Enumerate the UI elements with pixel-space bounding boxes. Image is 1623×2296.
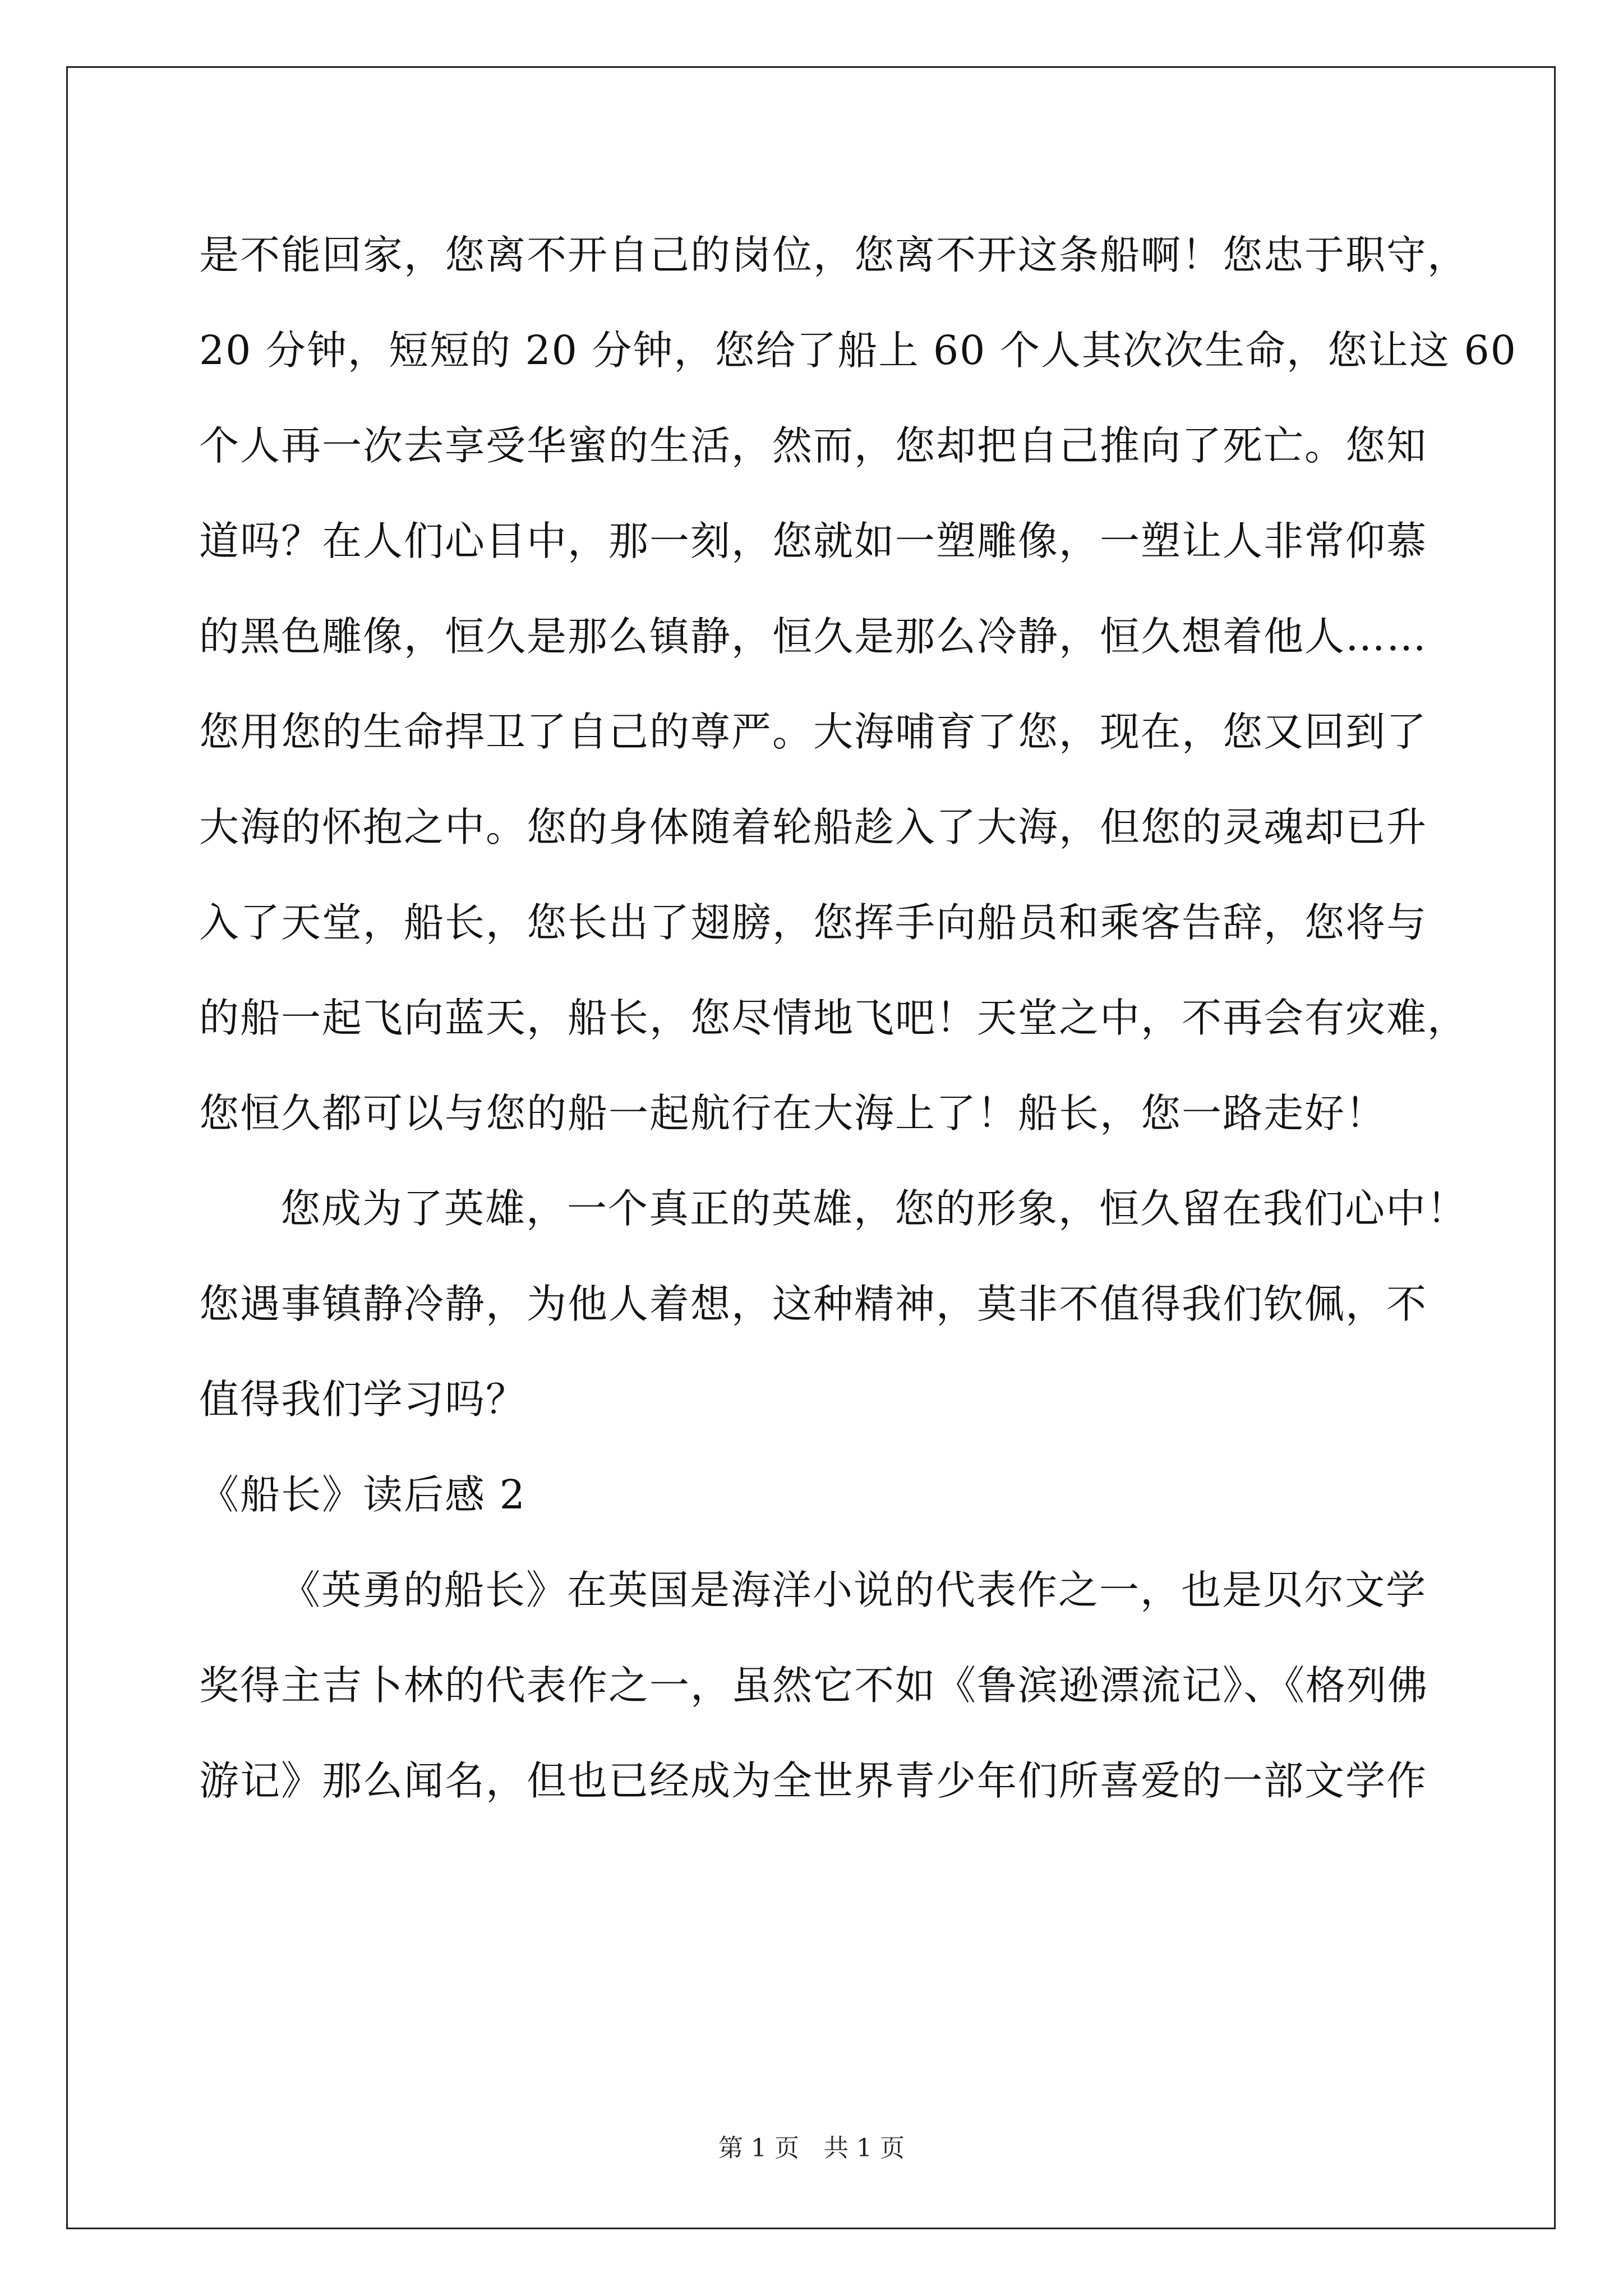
section-heading: 《船长》读后感 2	[199, 1471, 526, 1518]
text-line: 您恒久都可以与您的船一起航行在大海上了！船长，您一路走好！	[199, 1090, 1387, 1137]
text-line: 奖得主吉卜林的代表作之一，虽然它不如《鲁滨逊漂流记》、《格列佛	[199, 1662, 1429, 1709]
text-line: 是不能回家，您离不开自己的岗位，您离不开这条船啊！您忠于职守，	[199, 232, 1469, 278]
text-line: 的黑色雕像，恒久是那么镇静，恒久是那么冷静，恒久想着他人……	[199, 613, 1428, 660]
paragraph-start-line: 您成为了英雄，一个真正的英雄，您的形象，恒久留在我们心中！	[280, 1185, 1468, 1232]
text-line: 的船一起飞向蓝天，船长，您尽情地飞吧！天堂之中，不再会有灾难，	[199, 995, 1469, 1041]
document-body	[199, 208, 1517, 1829]
text-line: 游记》那么闻名，但也已经成为全世界青少年们所喜爱的一部文学作	[199, 1757, 1428, 1804]
page-number-footer: 第 1 页 共 1 页	[718, 2134, 905, 2162]
text-line: 大海的怀抱之中。您的身体随着轮船趁入了大海，但您的灵魂却已升	[199, 804, 1428, 850]
text-line: 入了天堂，船长，您长出了翅膀，您挥手向船员和乘客告辞，您将与	[199, 899, 1428, 946]
text-line: 道吗？在人们心目中，那一刻，您就如一塑雕像，一塑让人非常仰慕	[199, 518, 1428, 564]
paragraph-start-line: 《英勇的船长》在英国是海洋小说的代表作之一，也是贝尔文学	[280, 1567, 1427, 1613]
text-line: 值得我们学习吗？	[199, 1376, 527, 1423]
text-line: 个人再一次去享受华蜜的生活，然而，您却把自己推向了死亡。您知	[199, 422, 1428, 469]
text-line: 您遇事镇静冷静，为他人着想，这种精神，莫非不值得我们钦佩，不	[199, 1281, 1428, 1327]
text-line: 20 分钟，短短的 20 分钟，您给了船上 60 个人其次次生命，您让这 60	[199, 327, 1517, 374]
text-line: 您用您的生命捍卫了自己的尊严。大海哺育了您，现在，您又回到了	[199, 708, 1428, 755]
